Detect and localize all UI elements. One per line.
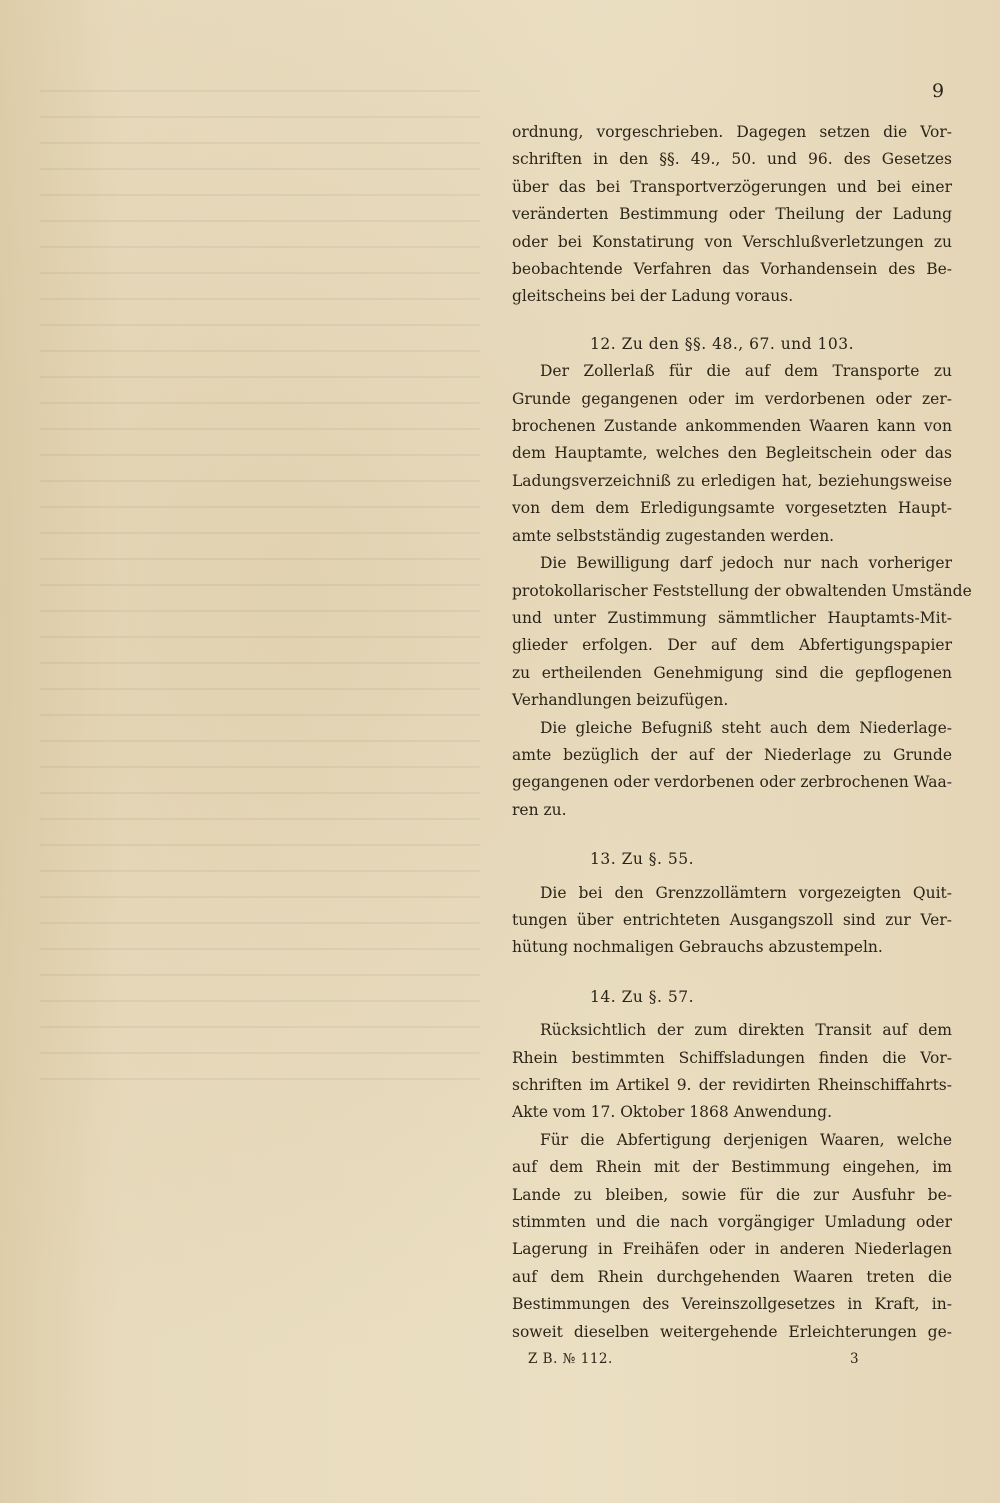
section-12-paragraph-3-body <box>512 742 952 824</box>
text-column <box>512 119 972 1372</box>
text-line: Verhandlungen beizufügen. <box>512 691 729 710</box>
text-line: veränderten Bestimmung oder Theilung der Ladung <box>512 205 952 224</box>
text-line: zu ertheilenden Genehmigung sind die gepflogenen <box>512 663 952 682</box>
text-line: brochenen Zustande ankommenden Waaren kann von <box>512 417 952 436</box>
text-line: gleitscheins bei der Ladung voraus. <box>512 287 794 306</box>
section-13-paragraph-1 <box>512 880 952 907</box>
section-12-paragraph-1 <box>512 358 952 385</box>
text-line: hütung nochmaligen Gebrauchs abzustempeln. <box>512 938 883 957</box>
section-14-paragraph-2 <box>512 1127 952 1154</box>
text-line: ordnung, vorgeschrieben. Dagegen setzen die Vor- <box>512 123 952 141</box>
text-line: protokollarischer Feststellung der obwaltenden Umstände <box>512 581 972 600</box>
section-14-paragraph-1-body <box>512 1045 952 1127</box>
text-line: dem Hauptamte, welches den Begleitschein oder das <box>512 444 952 463</box>
text-line: stimmten und die nach vorgängiger Umladung oder <box>512 1213 952 1232</box>
text-line: auf dem Rhein mit der Bestimmung eingehen, im <box>512 1158 952 1177</box>
text-line: und unter Zustimmung sämmtlicher Hauptamts-Mit- <box>512 608 952 627</box>
text-line: soweit dieselben weitergehende Erleichterungen ge- <box>512 1322 952 1341</box>
text-line: über das bei Transportverzögerungen und bei einer <box>512 177 952 196</box>
text-line: von dem dem Erledigungsamte vorgesetzten Haupt- <box>512 499 952 518</box>
section-12-paragraph-1-body <box>512 386 952 550</box>
text-line: ren zu. <box>512 800 567 819</box>
text-line: Für die Abfertigung derjenigen Waaren, welche <box>540 1130 952 1149</box>
text-line: auf dem Rhein durchgehenden Waaren treten die <box>512 1267 952 1286</box>
section-heading-14: 14. Zu §. 57. <box>590 987 695 1006</box>
text-line: tungen über entrichteten Ausgangszoll sind zur Ver- <box>512 910 952 929</box>
section-heading-13: 13. Zu §. 55. <box>590 850 695 869</box>
section-12-paragraph-2-body <box>512 578 972 715</box>
section-12-paragraph-2 <box>512 550 952 577</box>
text-line: amte bezüglich der auf der Niederlage zu Grunde <box>512 745 952 764</box>
text-line: Grunde gegangenen oder im verdorbenen oder zer- <box>512 389 952 408</box>
paragraph-intro <box>512 119 952 311</box>
text-line: Bestimmungen des Vereinszollgesetzes in Kraft, in- <box>512 1295 952 1314</box>
text-line: Die Bewilligung darf jedoch nur nach vorheriger <box>540 554 952 573</box>
text-line: amte selbstständig zugestanden werden. <box>512 526 835 545</box>
text-line: schriften in den §§. 49., 50. und 96. des Gesetzes <box>512 150 952 169</box>
section-heading-12: 12. Zu den §§. 48., 67. und 103. <box>590 334 855 353</box>
section-13-paragraph-1-body <box>512 907 952 962</box>
page-number: 9 <box>932 80 945 102</box>
section-14-paragraph-1 <box>512 1017 952 1044</box>
text-line: Der Zollerlaß für die auf dem Transporte zu <box>540 362 952 381</box>
section-14-paragraph-2-body <box>512 1154 952 1346</box>
text-line: Ladungsverzeichniß zu erledigen hat, beziehungsweise <box>512 471 952 490</box>
text-line: gegangenen oder verdorbenen oder zerbrochenen Waa- <box>512 773 952 792</box>
footer-signature: Z B. № 112. <box>528 1351 613 1368</box>
text-line: Die gleiche Befugniß steht auch dem Niederlage- <box>540 718 952 737</box>
text-line: Die bei den Grenzzollämtern vorgezeigten Quit- <box>540 883 952 902</box>
text-line: Rücksichtlich der zum direkten Transit auf dem <box>540 1021 952 1040</box>
text-line: beobachtende Verfahren das Vorhandensein des Be- <box>512 260 952 279</box>
text-line: Rhein bestimmten Schiffsladungen finden die Vor- <box>512 1048 952 1067</box>
section-12-paragraph-3 <box>512 715 952 742</box>
text-line: oder bei Konstatirung von Verschlußverletzungen zu <box>512 232 952 251</box>
text-line: glieder erfolgen. Der auf dem Abfertigungspapier <box>512 636 952 655</box>
text-line: schriften im Artikel 9. der revidirten Rheinschiffahrts- <box>512 1076 952 1094</box>
footer-sheet-number: 3 <box>850 1351 860 1368</box>
text-line: Lagerung in Freihäfen oder in anderen Niederlagen <box>512 1240 952 1259</box>
bleed-through-texture <box>40 90 480 1090</box>
text-line: Akte vom 17. Oktober 1868 Anwendung. <box>512 1103 833 1122</box>
text-line: Lande zu bleiben, sowie für die zur Ausfuhr be- <box>512 1185 952 1204</box>
